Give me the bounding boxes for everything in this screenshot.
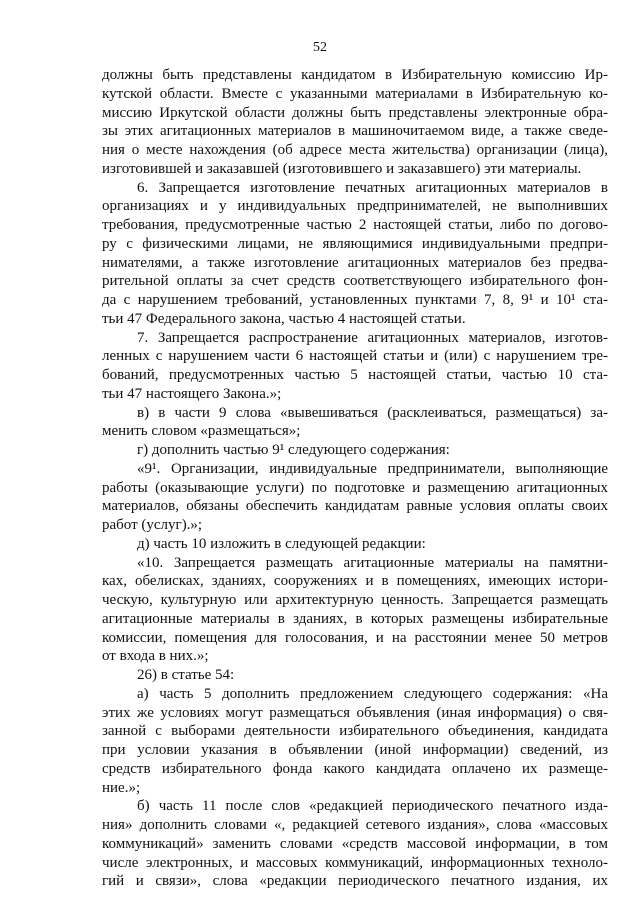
text-line: ленных с нарушением части 6 настоящей статьи и (или) с нарушением тре- [102, 348, 608, 365]
text-line: этих же условиях могут размещаться объявления (иная информация) о свя- [102, 704, 608, 721]
text-line: а) часть 5 дополнить предложением следующего содержания: «На [137, 685, 608, 702]
paragraph [102, 66, 608, 179]
text-line: комиссии, помещения для голосования, и на расстоянии менее 50 метров [102, 629, 608, 646]
text-line: кутской области. Вместе с указанными материалами в Избирательную ко- [102, 85, 608, 102]
text-line: ру с физическими лицами, не являющимися индивидуальными предпри- [102, 235, 608, 252]
paragraph [102, 404, 608, 442]
text-line: 6. Запрещается изготовление печатных агитационных материалов в [137, 179, 608, 196]
text-line: 7. Запрещается распространение агитационных материалов, изготов- [137, 329, 608, 346]
text-line: менить словом «размещаться»; [102, 423, 301, 440]
paragraph [102, 554, 608, 667]
text-line: должны быть представлены кандидатом в Избирательную комиссию Ир- [102, 67, 608, 83]
text-line: д) часть 10 изложить в следующей редакции: [137, 535, 426, 552]
text-line: да с нарушением требований, установленных пунктами 7, 8, 9¹ и 10¹ ста- [102, 292, 608, 308]
text-line: нимателями, а также изготовление агитационных материалов без предва- [102, 254, 608, 271]
text-line: б) часть 11 после слов «редакцией периодического печатного изда- [137, 798, 608, 815]
text-line: работ (услуг).»; [102, 517, 203, 533]
text-line: рительной оплаты за счет средств соответствующего избирательного фон- [102, 273, 608, 290]
text-line: агитационные материалы в зданиях, в которых размещены избирательные [102, 610, 608, 627]
text-line: 26) в статье 54: [137, 667, 235, 683]
text-line: ния» дополнить словами «, редакцией сетевого издания», слова «массовых [102, 817, 608, 833]
text-line: от входа в них.»; [102, 648, 209, 665]
text-line: «10. Запрещается размещать агитационные материалы на памятни- [137, 554, 608, 571]
text-line: ческую, культурную или архитектурную ценность. Запрещается размещать [102, 592, 608, 608]
paragraph [102, 179, 608, 329]
paragraph [102, 329, 608, 404]
text-line: ние.»; [102, 779, 141, 796]
page-number: 52 [313, 40, 327, 55]
text-line: требования, предусмотренные частью 2 настоящей статьи, либо по догово- [102, 217, 608, 233]
text-line: в) в части 9 слова «вывешиваться (расклеиваться, размещаться) за- [137, 404, 608, 421]
text-line: миссию Иркутской области должны быть представлены электронные обра- [102, 104, 608, 121]
text-line: ках, обелисках, зданиях, сооружениях и в помещениях, имеющих истори- [102, 573, 608, 590]
text-line: материалов, обязаны обеспечить кандидатам равные условия оплаты своих [102, 498, 608, 515]
text-line: средств избирательного фонда какого кандидата оплачено их размеще- [102, 760, 608, 777]
text-line: гий и связи», слова «редакции периодического печатного издания, их [102, 873, 608, 890]
text-line: бований, предусмотренных частью 5 настоящей статьи, частью 10 ста- [102, 367, 608, 383]
text-line: занной с выборами деятельности избирательного объединения, кандидата [102, 723, 608, 740]
text-line: тьи 47 настоящего Закона.»; [102, 385, 282, 402]
paragraph [102, 535, 608, 554]
paragraph [102, 441, 608, 460]
text-line: изготовившей и заказавшей (изготовившего и заказавшего) эти материалы. [102, 160, 582, 177]
paragraph [102, 666, 608, 685]
text-line: г) дополнить частью 9¹ следующего содержания: [137, 442, 450, 458]
paragraph [102, 797, 608, 891]
text-line: организациях и у индивидуальных предпринимателей, не выполнивших [102, 198, 608, 215]
text-line: коммуникаций» заменить словами «средств массовой информации, в том [102, 835, 608, 852]
text-line: при условии указания в объявлении (иной информации) сведений, из [102, 742, 608, 758]
text-line: тьи 47 Федерального закона, частью 4 настоящей статьи. [102, 310, 466, 327]
paragraph [102, 685, 608, 798]
document-body [102, 66, 608, 891]
paragraph [102, 460, 608, 535]
text-line: ния о месте нахождения (об адресе места жительства) организации (лица), [102, 142, 608, 158]
text-line: числе электронных, и массовых коммуникаций, информационных техноло- [102, 854, 608, 871]
text-line: «9¹. Организации, индивидуальные предприниматели, выполняющие [137, 460, 608, 477]
text-line: работы (оказывающие услуги) по подготовке и размещению агитационных [102, 479, 608, 496]
text-line: зы этих агитационных материалов в машиночитаемом виде, а также сведе- [102, 123, 608, 140]
